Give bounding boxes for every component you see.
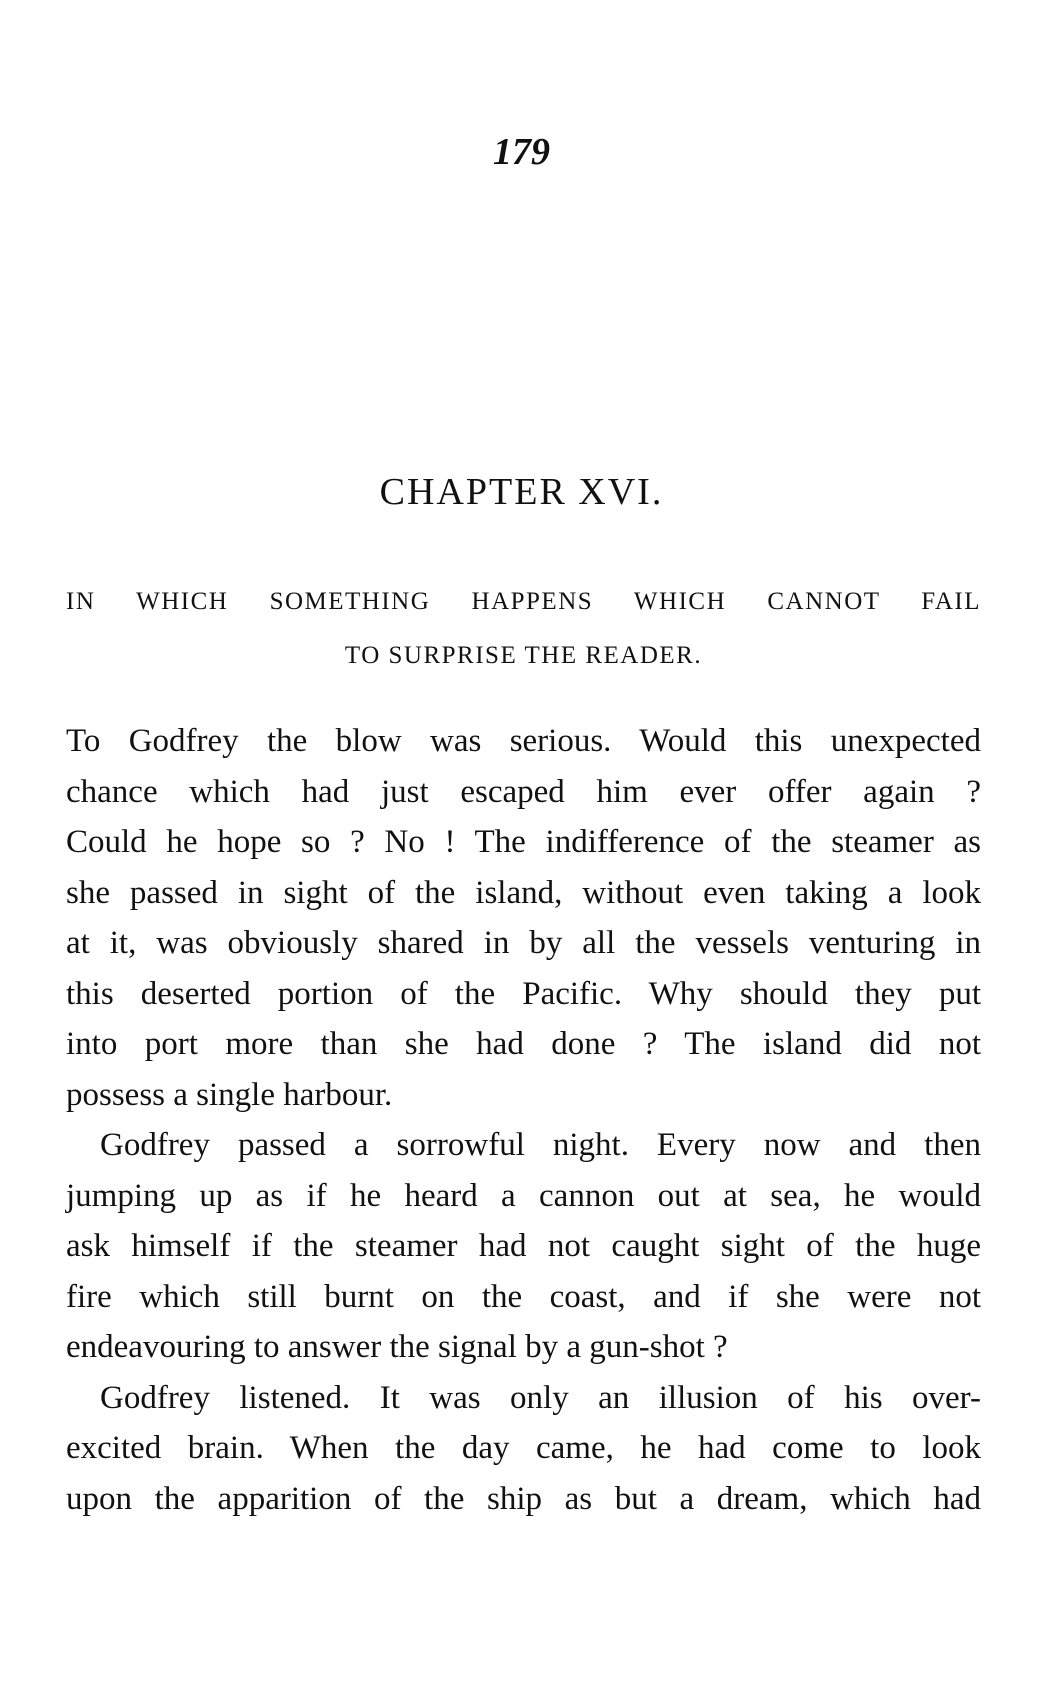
body-text — [66, 716, 981, 1524]
text-line: at it, was obviously shared in by all the vessels venturing in — [66, 925, 981, 961]
text-line: ask himself if the steamer had not caught sight of the huge — [66, 1228, 981, 1264]
text-line: Godfrey passed a sorrowful night. Every now and then — [100, 1127, 981, 1163]
paragraph — [66, 1120, 981, 1373]
chapter-subtitle-line: IN WHICH SOMETHING HAPPENS WHICH CANNOT FAIL — [66, 588, 981, 615]
paragraph — [66, 1373, 981, 1525]
paragraph — [66, 716, 981, 1120]
text-line: excited brain. When the day came, he had come to look — [66, 1430, 981, 1466]
text-line: possess a single harbour. — [66, 1076, 393, 1113]
text-line: fire which still burnt on the coast, and if she were not — [66, 1278, 981, 1315]
text-line: Could he hope so ? No ! The indifference of the steamer as — [66, 824, 981, 860]
page-number: 179 — [493, 131, 550, 173]
text-line: jumping up as if he heard a cannon out at sea, he would — [66, 1177, 981, 1214]
text-line: To Godfrey the blow was serious. Would this unexpected — [66, 723, 981, 759]
text-line: upon the apparition of the ship as but a dream, which had — [66, 1480, 981, 1517]
text-line: chance which had just escaped him ever offer again ? — [66, 773, 981, 810]
chapter-title: CHAPTER XVI. — [379, 471, 664, 513]
text-line: into port more than she had done ? The island did not — [66, 1026, 981, 1062]
text-line: endeavouring to answer the signal by a gun-shot ? — [66, 1329, 728, 1365]
chapter-subtitle-line: TO SURPRISE THE READER. — [344, 642, 703, 669]
text-line: this deserted portion of the Pacific. Why should they put — [66, 975, 981, 1012]
text-line: she passed in sight of the island, without even taking a look — [66, 874, 981, 911]
chapter-subtitle — [66, 575, 981, 683]
text-line: Godfrey listened. It was only an illusion of his over- — [100, 1379, 981, 1416]
